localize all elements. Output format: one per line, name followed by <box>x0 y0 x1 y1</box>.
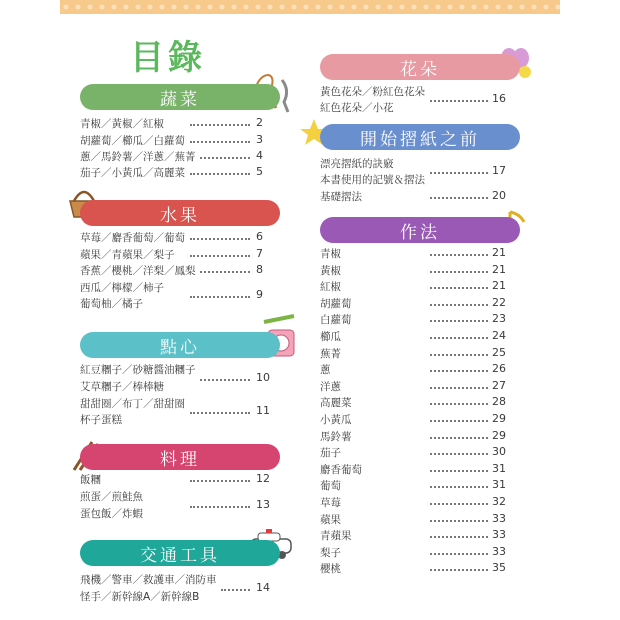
leader-dots <box>200 379 251 381</box>
leader-dots <box>190 238 250 240</box>
entry-label: 高麗菜 <box>320 397 352 410</box>
entry-label: 香蕉／櫻桃／洋梨／鳳梨 <box>80 265 196 277</box>
entry-label: 本書使用的記號＆摺法 <box>320 174 425 186</box>
page-number: 6 <box>256 230 263 243</box>
page-number: 11 <box>256 404 270 417</box>
leader-dots <box>430 337 488 339</box>
leader-dots <box>221 589 251 591</box>
page-number: 28 <box>492 395 506 409</box>
leader-dots <box>200 157 251 159</box>
entry-label: 杯子蛋糕 <box>80 414 122 426</box>
entry-label: 馬鈴薯 <box>320 430 352 443</box>
entry-label: 紅豆糰子／砂糖醬油糰子 <box>80 364 196 376</box>
leader-dots <box>190 506 250 508</box>
section-heading-fruits: 水果 <box>80 200 280 226</box>
section-heading-flowers: 花朵 <box>320 54 520 80</box>
entry-label: 紅椒 <box>320 281 341 294</box>
page-number: 10 <box>256 370 270 384</box>
leader-dots <box>430 254 488 256</box>
page-number: 21 <box>492 262 506 276</box>
leader-dots <box>430 536 488 538</box>
page-number: 30 <box>492 445 506 459</box>
entry-label: 胡蘿蔔 <box>320 297 352 310</box>
leader-dots <box>430 197 488 199</box>
page-number: 5 <box>256 165 263 178</box>
page-number: 16 <box>492 92 506 105</box>
page-number: 31 <box>492 478 506 492</box>
page-number: 27 <box>492 378 506 392</box>
leader-dots <box>190 412 250 414</box>
page-number: 33 <box>492 511 506 525</box>
entry-label: 蔥 <box>320 364 331 377</box>
entry-label: 草莓 <box>320 497 341 509</box>
entry-label: 漂亮摺紙的訣竅 <box>320 158 394 170</box>
leader-dots <box>430 287 488 289</box>
entry-label: 基礎摺法 <box>320 191 362 203</box>
page-title: 目錄 <box>130 38 206 78</box>
entry-label: 西瓜／檸檬／柿子 <box>80 282 164 294</box>
entry-label: 飯糰 <box>80 474 101 486</box>
leader-dots <box>430 503 488 505</box>
leader-dots <box>190 124 250 126</box>
entry-label: 怪手／新幹線A／新幹線B <box>80 591 200 603</box>
leader-dots <box>430 553 488 555</box>
section-heading-desserts: 點心 <box>80 332 280 358</box>
entry-label: 草莓／麝香葡萄／葡萄 <box>80 232 185 244</box>
leader-dots <box>430 320 488 322</box>
entry-label: 小黃瓜 <box>320 414 352 426</box>
section-heading-cooking: 料理 <box>80 444 280 470</box>
page-number: 33 <box>492 544 506 558</box>
page-number: 21 <box>492 246 506 259</box>
page-number: 29 <box>492 428 506 442</box>
entry-label: 煎蛋／煎鮭魚 <box>80 491 143 503</box>
page-number: 23 <box>492 312 506 326</box>
entry-label: 飛機／警車／救護車／消防車 <box>80 574 217 586</box>
leader-dots <box>430 437 488 439</box>
page-number: 7 <box>256 247 263 260</box>
leader-dots <box>190 296 250 298</box>
entry-label: 胡蘿蔔／櫛瓜／白蘿蔔 <box>80 135 185 147</box>
page-number: 33 <box>492 528 506 542</box>
entry-label: 青椒／黃椒／紅椒 <box>80 118 164 130</box>
entry-label: 麝香葡萄 <box>320 463 362 476</box>
page-number: 9 <box>256 288 263 301</box>
entry-label: 黃椒 <box>320 264 341 277</box>
leader-dots <box>430 520 488 522</box>
page-number: 35 <box>492 561 506 575</box>
entry-label: 茄子 <box>320 447 341 460</box>
entry-label: 黃色花朵／粉紅色花朵 <box>320 86 425 98</box>
page-number: 13 <box>256 497 270 511</box>
page-number: 12 <box>256 472 270 485</box>
leader-dots <box>190 173 250 175</box>
top-pattern-band <box>60 0 560 14</box>
leader-dots <box>430 370 488 372</box>
page-number: 21 <box>492 279 506 293</box>
entry-label: 茄子／小黃瓜／高麗菜 <box>80 167 185 179</box>
leader-dots <box>190 141 250 143</box>
leader-dots <box>430 403 488 405</box>
page-number: 31 <box>492 461 506 475</box>
section-heading-howto: 作法 <box>320 217 520 243</box>
entry-label: 蘋果／青蘋果／梨子 <box>80 249 175 261</box>
entry-label: 紅色花朵／小花 <box>320 102 394 114</box>
entry-label: 艾草糰子／棒棒糖 <box>80 381 164 393</box>
entry-label: 櫛瓜 <box>320 331 341 343</box>
page-number: 17 <box>492 164 506 177</box>
entry-label: 青蘋果 <box>320 530 352 543</box>
entry-label: 葡萄 <box>320 480 341 493</box>
leader-dots <box>430 569 488 571</box>
leader-dots <box>430 100 488 102</box>
page-number: 25 <box>492 345 506 359</box>
leader-dots <box>190 480 250 482</box>
page-number: 2 <box>256 116 263 129</box>
page-number: 20 <box>492 189 506 202</box>
leader-dots <box>430 470 488 472</box>
page-number: 3 <box>256 133 263 146</box>
page-number: 22 <box>492 295 506 309</box>
entry-label: 梨子 <box>320 546 341 559</box>
entry-label: 白蘿蔔 <box>320 314 352 327</box>
section-heading-start: 開始摺紙之前 <box>320 124 520 150</box>
entry-label: 蛋包飯／炸蝦 <box>80 508 143 520</box>
page-number: 14 <box>256 580 270 594</box>
leader-dots <box>430 354 488 356</box>
page-number: 24 <box>492 329 506 342</box>
entry-label: 甜甜圈／布丁／甜甜圈 <box>80 398 185 410</box>
leader-dots <box>430 420 488 422</box>
leader-dots <box>190 255 250 257</box>
leader-dots <box>430 172 488 174</box>
leader-dots <box>430 304 488 306</box>
section-heading-vehicles: 交通工具 <box>80 540 280 566</box>
leader-dots <box>430 453 488 455</box>
entry-label: 蔥／馬鈴薯／洋蔥／蕪菁 <box>80 151 196 163</box>
leader-dots <box>430 271 488 273</box>
entry-label: 蘋果 <box>320 513 341 526</box>
entry-label: 洋蔥 <box>320 380 341 393</box>
page-number: 26 <box>492 362 506 376</box>
entry-label: 青椒 <box>320 248 341 260</box>
page-number: 32 <box>492 495 506 508</box>
page-number: 4 <box>256 149 263 162</box>
leader-dots <box>430 486 488 488</box>
page-number: 29 <box>492 412 506 425</box>
leader-dots <box>200 271 251 273</box>
leader-dots <box>430 387 488 389</box>
entry-label: 櫻桃 <box>320 563 341 576</box>
entry-label: 蕪菁 <box>320 347 341 360</box>
entry-label: 葡萄柚／橘子 <box>80 298 143 310</box>
section-heading-vegetables: 蔬菜 <box>80 84 280 110</box>
page-number: 8 <box>256 263 263 276</box>
